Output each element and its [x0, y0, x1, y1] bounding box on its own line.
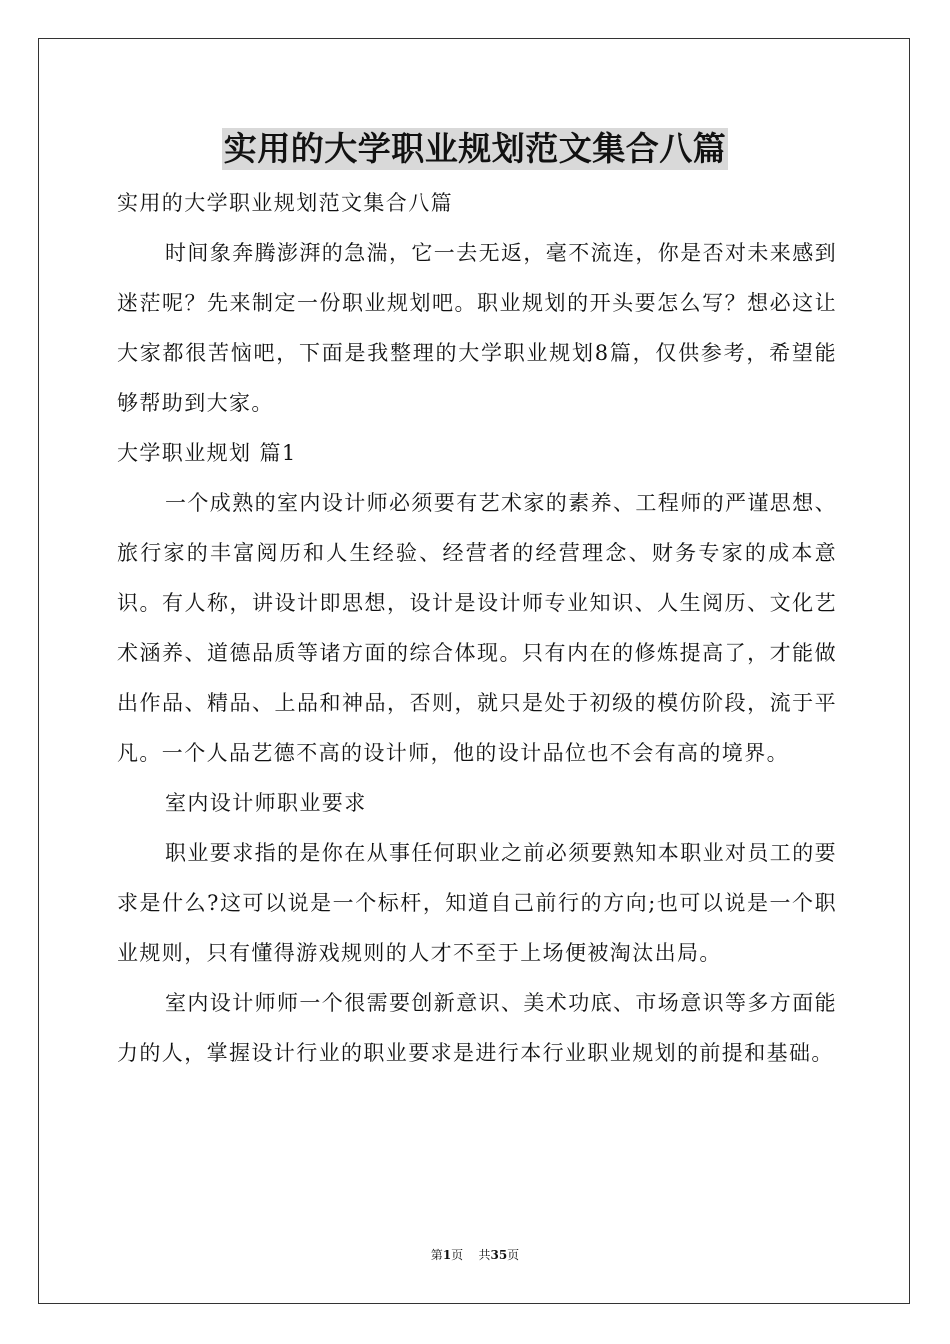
body-paragraph: 一个成熟的室内设计师必须要有艺术家的素养、工程师的严谨思想、旅行家的丰富阅历和人生经验、经营者的经营理念、财务专家的成本意识。有人称，讲设计即思想，设计是设计师专业知识、人生阅历、文化艺术涵养、道德品质等诸方面的综合体现。只有内在的修炼提高了，才能做出作品、精品、上品和神品，否则，就只是处于初级的模仿阶段，流于平凡。一个人品艺德不高的设计师，他的设计品位也不会有高的境界。 [117, 491, 837, 765]
subheading: 室内设计师职业要求 [165, 791, 367, 815]
total-suffix: 页 [507, 1248, 520, 1262]
page-number: 1 [442, 1248, 452, 1262]
body-paragraph: 室内设计师师一个很需要创新意识、美术功底、市场意识等多方面能力的人，掌握设计行业的职业要求是进行本行业职业规划的前提和基础。 [117, 991, 837, 1065]
page-footer [0, 1247, 950, 1263]
section-heading: 大学职业规划 篇1 [117, 441, 297, 465]
subtitle-line: 实用的大学职业规划范文集合八篇 [117, 191, 453, 215]
page-prefix: 第 [430, 1248, 443, 1262]
title-area [0, 128, 950, 170]
total-prefix: 共 [478, 1248, 491, 1262]
page-suffix: 页 [451, 1248, 464, 1262]
document-title: 实用的大学职业规划范文集合八篇 [223, 129, 727, 168]
intro-paragraph: 时间象奔腾澎湃的急湍，它一去无返，毫不流连，你是否对未来感到迷茫呢？先来制定一份职业规划吧。职业规划的开头要怎么写？想必这让大家都很苦恼吧，下面是我整理的大学职业规划8篇，仅供参考，希望能够帮助到大家。 [117, 241, 837, 415]
body-paragraph: 职业要求指的是你在从事任何职业之前必须要熟知本职业对员工的要求是什么?这可以说是一个标杆，知道自己前行的方向;也可以说是一个职业规则，只有懂得游戏规则的人才不至于上场便被淘汰出局。 [117, 841, 837, 965]
total-pages: 35 [490, 1248, 508, 1262]
document-body [117, 178, 837, 1078]
